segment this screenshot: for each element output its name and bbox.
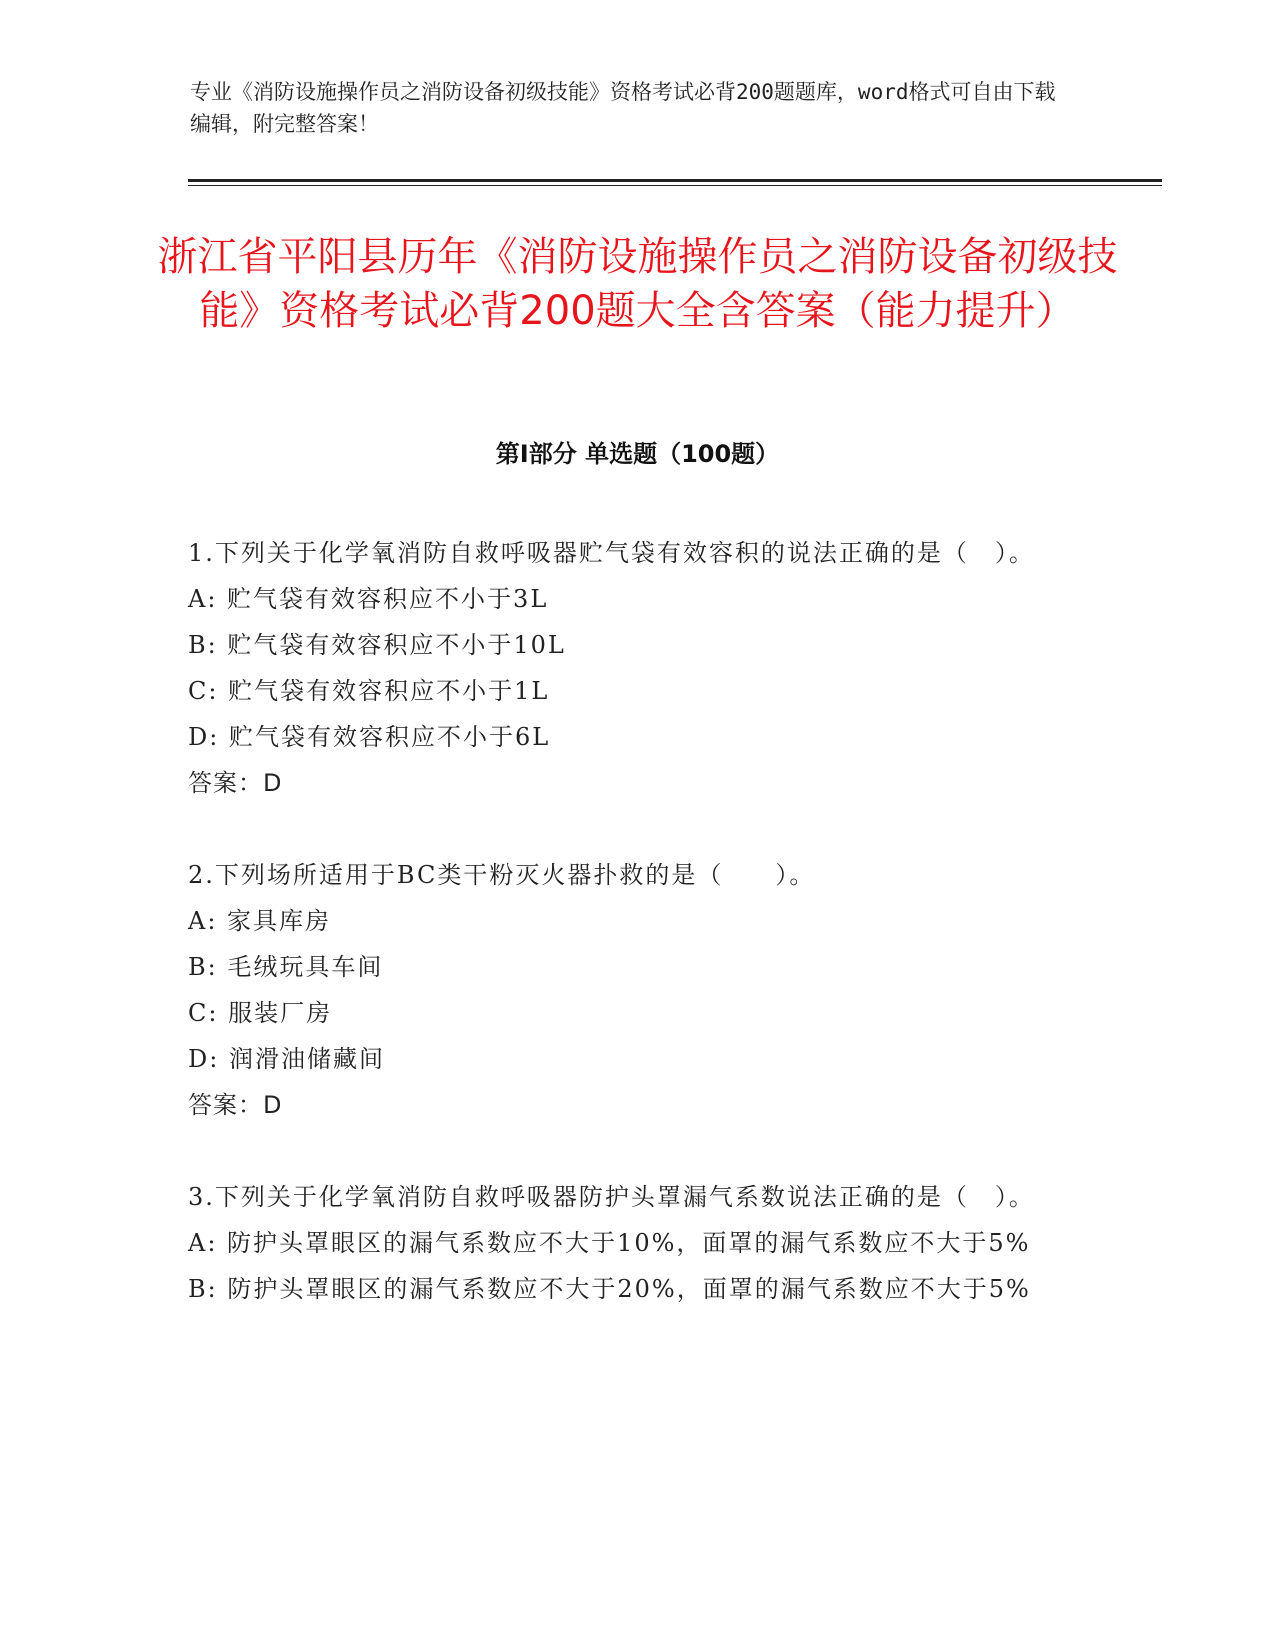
question-list xyxy=(188,530,1068,1358)
option-c: C: 服装厂房 xyxy=(188,999,333,1027)
question-2 xyxy=(188,852,1068,1128)
answer: 答案：D xyxy=(188,1091,283,1119)
option-b: B: 毛绒玩具车间 xyxy=(188,953,384,981)
header-note: 专业《消防设施操作员之消防设备初级技能》资格考试必背200题题库，word格式可自由下载编辑，附完整答案！ xyxy=(190,80,1056,136)
question-stem: 2.下列场所适用于BC类干粉灭火器扑救的是（ ）。 xyxy=(188,861,816,889)
answer: 答案：D xyxy=(188,769,283,797)
header-divider-thin xyxy=(188,185,1162,186)
document-title: 浙江省平阳县历年《消防设施操作员之消防设备初级技能》资格考试必背200题大全含答案（能力提升） xyxy=(157,234,1118,334)
question-stem: 3.下列关于化学氧消防自救呼吸器防护头罩漏气系数说法正确的是（ ）。 xyxy=(188,1183,1035,1211)
option-d: D: 润滑油储藏间 xyxy=(188,1045,385,1073)
question-stem: 1.下列关于化学氧消防自救呼吸器贮气袋有效容积的说法正确的是（ ）。 xyxy=(188,539,1035,567)
option-b: B: 贮气袋有效容积应不小于10L xyxy=(188,631,566,659)
option-a: A: 防护头罩眼区的漏气系数应不大于10%，面罩的漏气系数应不大于5% xyxy=(188,1229,1031,1257)
option-b: B: 防护头罩眼区的漏气系数应不大于20%，面罩的漏气系数应不大于5% xyxy=(188,1275,1031,1303)
question-1 xyxy=(188,530,1068,806)
question-3 xyxy=(188,1174,1068,1312)
option-a: A: 家具库房 xyxy=(188,907,332,935)
section-title: 第Ⅰ部分 单选题（100题） xyxy=(495,440,780,468)
option-d: D: 贮气袋有效容积应不小于6L xyxy=(188,723,551,751)
option-a: A: 贮气袋有效容积应不小于3L xyxy=(188,585,549,613)
option-c: C: 贮气袋有效容积应不小于1L xyxy=(188,677,550,705)
header-divider-thick xyxy=(188,179,1162,182)
